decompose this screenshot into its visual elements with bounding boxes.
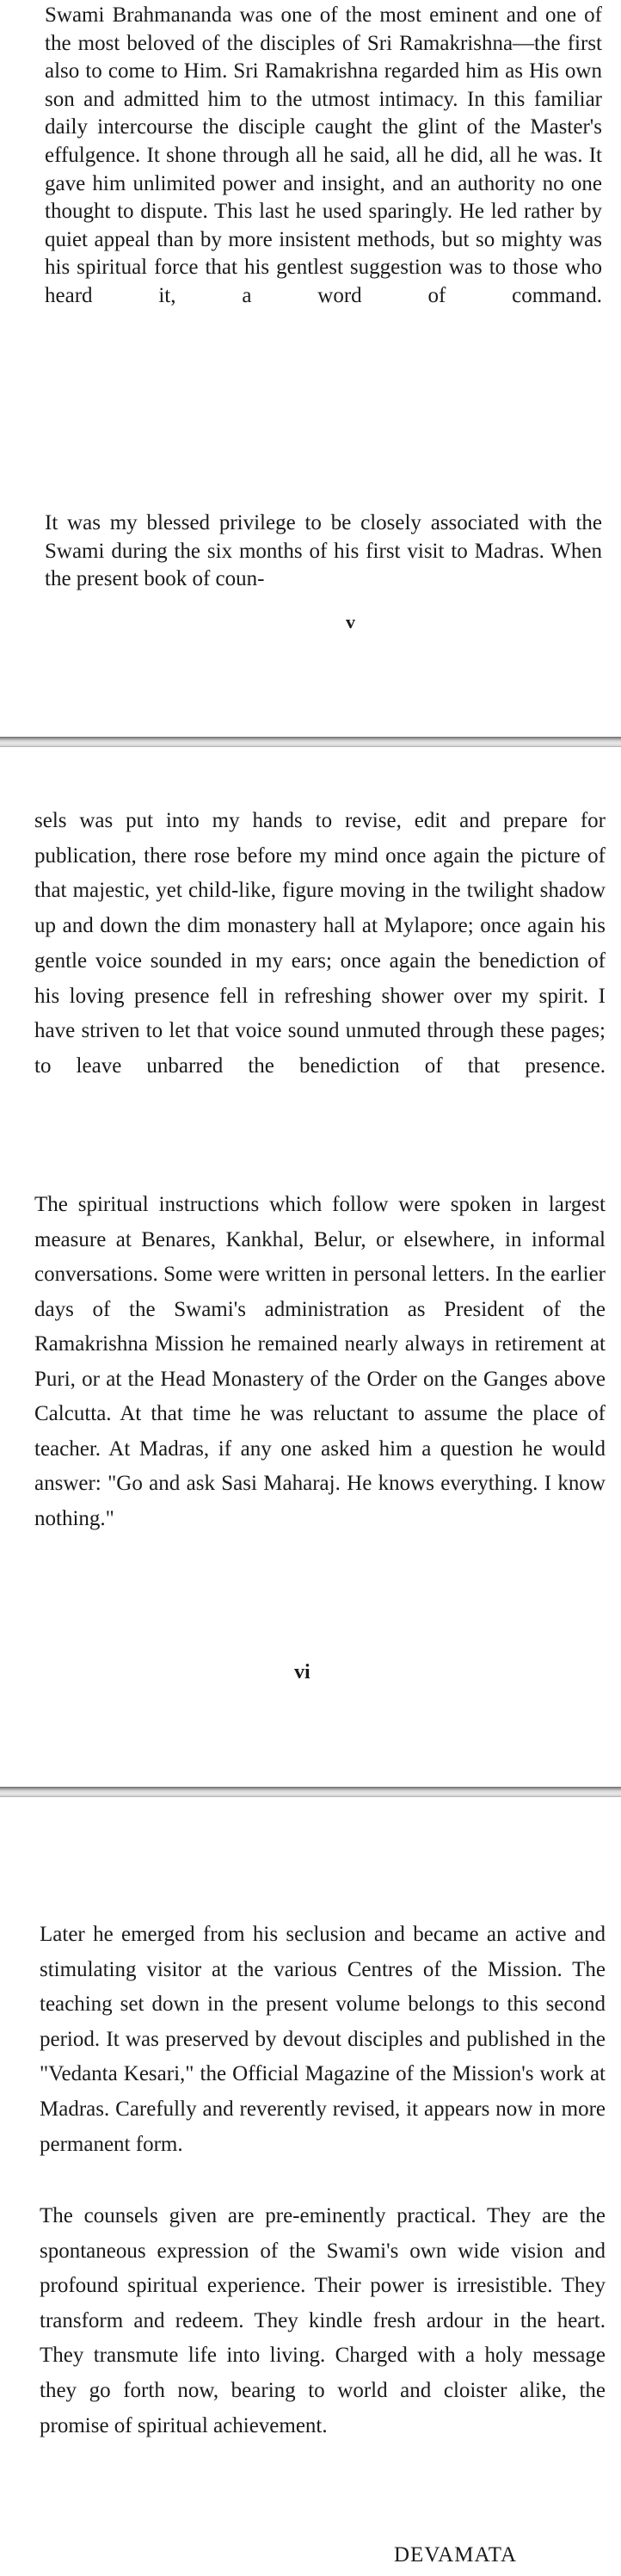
paragraph: Swami Brahmananda was one of the most eminent and one of the most beloved of the disciples of Sri Ramakrishna—the first also to come to Him. Sri Ramakrishna regarded him as His own son and admitted him to the utmost intimacy. In this familiar daily intercourse the disciple caught the glint of the Master's effulgence. It shone through all he said, all he did, all he was. It gave him unlimited power and insight, and an authority no one thought to dispute. This last he used sparingly. He led rather by quiet appeal than by more insistent methods, but so mighty was his spiritual force that his gentlest suggestion was to those who heard it, a word of command. [45, 3, 602, 307]
page-separator [0, 737, 621, 747]
paragraph: The counsels given are pre-eminently practical. They are the spontaneous expression of the Swami's own wide vision and profound spiritual experience. Their power is irresistible. They transform and redeem. They kindle fresh ardour in the heart. They transmute life into living. Charged with a holy message they go forth now, bearing to world and cloister alike, the promise of spiritual achievement. [40, 2204, 606, 2437]
author-signature: DEVAMATA [394, 2543, 518, 2567]
page-separator [0, 1787, 621, 1797]
page-number: v [346, 611, 355, 633]
paragraph: Later he emerged from his seclusion and became an active and stimulating visitor at the various Centres of the Mission. The teaching set down in the present volume belongs to this second period. It was preserved by devout disciples and published in the "Vedanta Kesari," the Official Magazine of the Mission's work at Madras. Carefully and reverently revised, it appears now in more permanent form. [40, 1923, 606, 2156]
page-number: vi [294, 1661, 310, 1683]
paragraph: The spiritual instructions which follow were spoken in largest measure at Benares, Kankhal, Belur, or elsewhere, in informal conversations. Some were written in personal letters. In the earlier days of the Swami's administration as President of the Ramakrishna Mission he remained nearly always in retirement at Puri, or at the Head Monastery of the Order on the Ganges above Calcutta. At that time he was reluctant to assume the place of teacher. At Madras, if any one asked him a question he would answer: "Go and ask Sasi Maharaj. He knows everything. I know nothing." [34, 1193, 606, 1530]
page-vii [0, 1797, 621, 2576]
paragraph: It was my blessed privilege to be closely associated with the Swami during the six months of his first visit to Madras. When the present book of coun- [45, 511, 602, 591]
paragraph: sels was put into my hands to revise, edit and prepare for publication, there rose before my mind once again the picture of that majestic, yet child-like, figure moving in the twilight shadow up and down the dim monastery hall at Mylapore; once again his gentle voice sounded in my ears; once again the benediction of his loving presence fell in refreshing shower over my spirit. I have striven to let that voice sound unmuted through these pages; to leave unbarred the benediction of that presence. [34, 809, 606, 1078]
